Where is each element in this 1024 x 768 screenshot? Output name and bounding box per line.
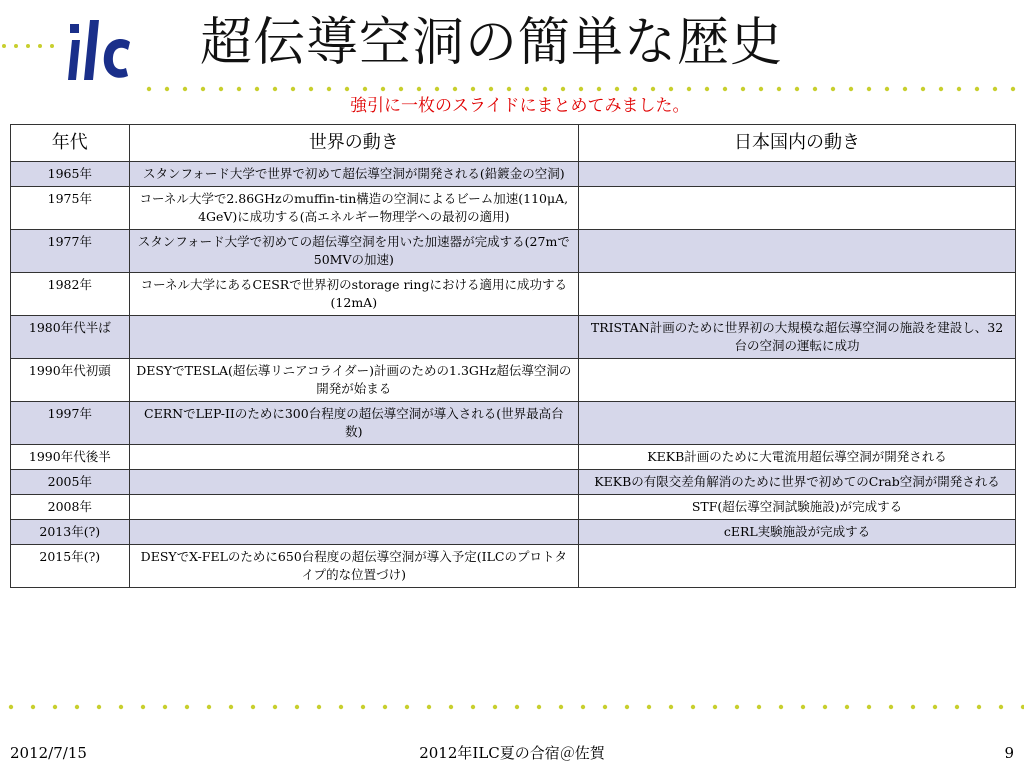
table-row [11, 520, 1016, 545]
cell-world [129, 520, 578, 545]
cell-world [129, 495, 578, 520]
table-row [11, 445, 1016, 470]
decorative-dots-top-left [0, 42, 60, 50]
cell-year: 2015年(?) [11, 545, 130, 588]
cell-year: 2008年 [11, 495, 130, 520]
cell-year: 1990年代後半 [11, 445, 130, 470]
cell-year: 1982年 [11, 273, 130, 316]
footer-event: 2012年ILC夏の合宿＠佐賀 [419, 744, 605, 762]
table-row [11, 162, 1016, 187]
cell-world: コーネル大学で2.86GHzのmuffin-tin構造の空洞によるビーム加速(110μA, 4GeV)に成功する(高エネルギー物理学への最初の適用) [129, 187, 578, 230]
table-row [11, 273, 1016, 316]
cell-japan [579, 273, 1016, 316]
decorative-dots-bottom [0, 702, 1024, 712]
cell-year: 1977年 [11, 230, 130, 273]
cell-japan: KEKBの有限交差角解消のために世界で初めてのCrab空洞が開発される [579, 470, 1016, 495]
cell-year: 1990年代初頭 [11, 359, 130, 402]
cell-world: スタンフォード大学で世界で初めて超伝導空洞が開発される(鉛鍍金の空洞) [129, 162, 578, 187]
cell-japan [579, 402, 1016, 445]
cell-world: コーネル大学にあるCESRで世界初のstorage ringにおける適用に成功する(12mA) [129, 273, 578, 316]
header-year: 年代 [11, 125, 130, 162]
footer-date: 2012/7/15 [10, 744, 87, 762]
cell-year: 1965年 [11, 162, 130, 187]
cell-world: DESYでX-FELのために650台程度の超伝導空洞が導入予定(ILCのプロトタイプ的な位置づけ) [129, 545, 578, 588]
cell-japan [579, 359, 1016, 402]
history-table [10, 124, 1016, 588]
cell-japan [579, 162, 1016, 187]
cell-world: DESYでTESLA(超伝導リニアコライダー)計画のための1.3GHz超伝導空洞の開発が始まる [129, 359, 578, 402]
cell-world: スタンフォード大学で初めての超伝導空洞を用いた加速器が完成する(27mで50MVの加速) [129, 230, 578, 273]
table-row [11, 316, 1016, 359]
cell-japan [579, 230, 1016, 273]
cell-japan: TRISTAN計画のために世界初の大規模な超伝導空洞の施設を建設し、32台の空洞の運転に成功 [579, 316, 1016, 359]
slide-title: 超伝導空洞の簡単な歴史 [200, 13, 784, 73]
table-row [11, 187, 1016, 230]
cell-year: 1975年 [11, 187, 130, 230]
cell-year: 2005年 [11, 470, 130, 495]
table-row [11, 359, 1016, 402]
table-header-row [11, 125, 1016, 162]
cell-japan: STF(超伝導空洞試験施設)が完成する [579, 495, 1016, 520]
cell-japan: cERL実験施設が完成する [579, 520, 1016, 545]
cell-year: 2013年(?) [11, 520, 130, 545]
footer-page-number: 9 [1004, 744, 1014, 762]
slide-subtitle: 強引に一枚のスライドにまとめてみました。 [350, 96, 690, 116]
decorative-dots-under-title [140, 84, 1020, 94]
ilc-logo [62, 10, 142, 90]
table-row [11, 230, 1016, 273]
table-row [11, 495, 1016, 520]
cell-world [129, 445, 578, 470]
cell-year: 1997年 [11, 402, 130, 445]
cell-year: 1980年代半ば [11, 316, 130, 359]
cell-japan [579, 187, 1016, 230]
cell-world [129, 316, 578, 359]
table-row [11, 470, 1016, 495]
cell-japan: KEKB計画のために大電流用超伝導空洞が開発される [579, 445, 1016, 470]
cell-world [129, 470, 578, 495]
table-row [11, 402, 1016, 445]
table-row [11, 545, 1016, 588]
header-world: 世界の動き [129, 125, 578, 162]
cell-world: CERNでLEP-IIのために300台程度の超伝導空洞が導入される(世界最高台数) [129, 402, 578, 445]
header-japan: 日本国内の動き [579, 125, 1016, 162]
cell-japan [579, 545, 1016, 588]
